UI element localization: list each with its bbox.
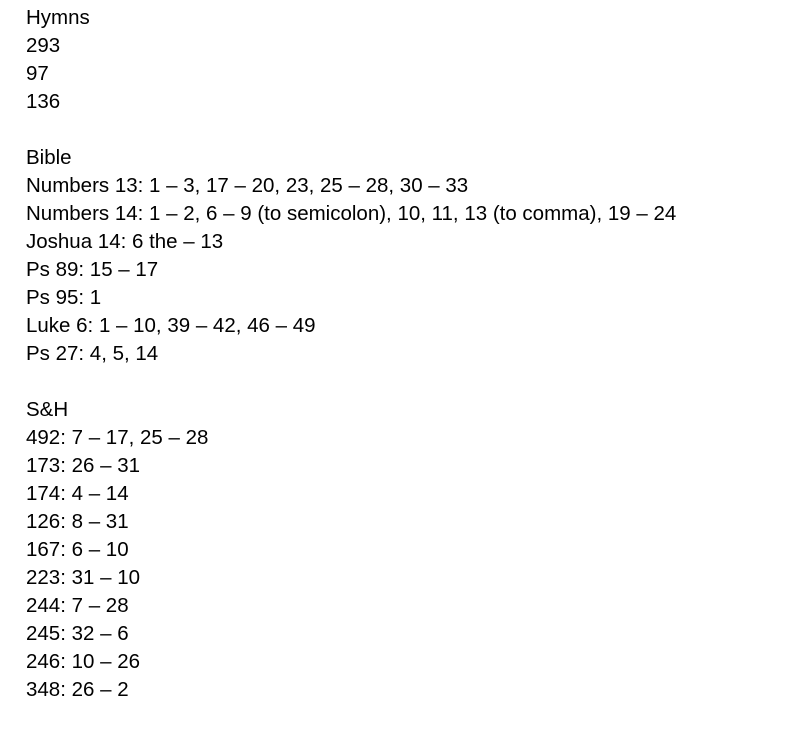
bible-citation: Joshua 14: 6 the – 13 bbox=[26, 230, 224, 253]
science-and-health-citation: 167: 6 – 10 bbox=[26, 538, 129, 561]
science-and-health-citation: 223: 31 – 10 bbox=[26, 566, 140, 589]
science-and-health-citation: 244: 7 – 28 bbox=[26, 594, 129, 617]
science-and-health-citation: 348: 26 – 2 bbox=[26, 678, 129, 701]
bible-citation: Ps 27: 4, 5, 14 bbox=[26, 342, 159, 365]
science-and-health-section bbox=[26, 396, 796, 704]
hymn-number: 97 bbox=[26, 62, 49, 85]
reading-list-document bbox=[26, 4, 796, 704]
bible-citation: Ps 89: 15 – 17 bbox=[26, 258, 159, 281]
bible-citation: Ps 95: 1 bbox=[26, 286, 102, 309]
bible-heading: Bible bbox=[26, 146, 72, 169]
science-and-health-citation: 126: 8 – 31 bbox=[26, 510, 129, 533]
science-and-health-citation: 245: 32 – 6 bbox=[26, 622, 129, 645]
bible-section bbox=[26, 144, 796, 368]
bible-citation: Luke 6: 1 – 10, 39 – 42, 46 – 49 bbox=[26, 314, 316, 337]
bible-citation: Numbers 14: 1 – 2, 6 – 9 (to semicolon), 10, 11, 13 (to comma), 19 – 24 bbox=[26, 202, 677, 225]
hymn-number: 293 bbox=[26, 34, 61, 57]
science-and-health-heading: S&H bbox=[26, 398, 69, 421]
science-and-health-citation: 173: 26 – 31 bbox=[26, 454, 140, 477]
bible-citation: Numbers 13: 1 – 3, 17 – 20, 23, 25 – 28, 30 – 33 bbox=[26, 174, 469, 197]
hymns-section bbox=[26, 4, 796, 116]
hymns-heading: Hymns bbox=[26, 6, 90, 29]
science-and-health-citation: 246: 10 – 26 bbox=[26, 650, 140, 673]
hymn-number: 136 bbox=[26, 90, 61, 113]
science-and-health-citation: 492: 7 – 17, 25 – 28 bbox=[26, 426, 209, 449]
science-and-health-citation: 174: 4 – 14 bbox=[26, 482, 129, 505]
